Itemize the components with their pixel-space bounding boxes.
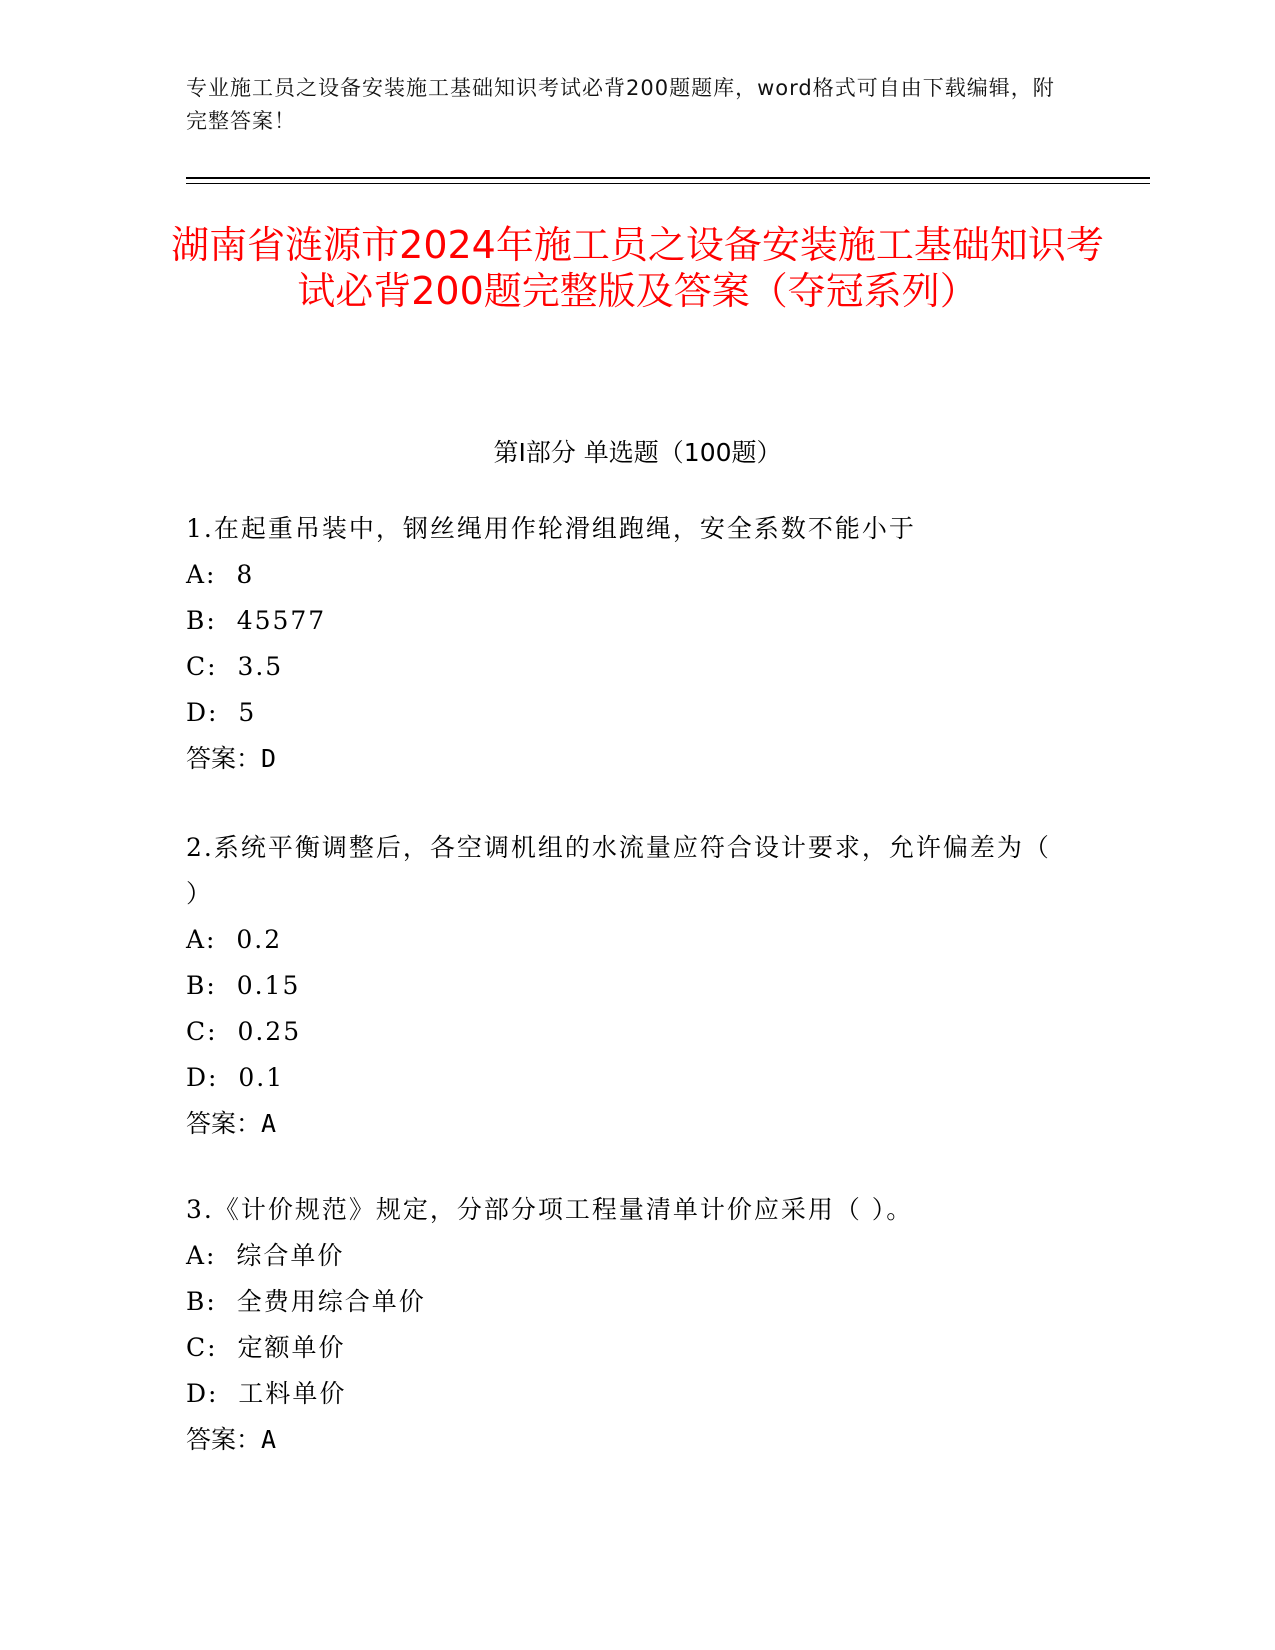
option-d: D: 5	[186, 698, 257, 727]
answer-value: A	[261, 1109, 277, 1138]
answer-line	[186, 1101, 1066, 1147]
document-title: 湖南省涟源市2024年施工员之设备安装施工基础知识考试必背200题完整版及答案（夺冠系列）	[171, 223, 1104, 313]
answer-label: 答案：	[186, 1425, 262, 1454]
answer-value: A	[261, 1425, 277, 1454]
option-a: A: 0.2	[186, 925, 283, 954]
header-rule-thick	[186, 177, 1150, 179]
answer-value: D	[261, 744, 277, 773]
option-b: B: 0.15	[186, 971, 301, 1000]
question-1	[186, 506, 1066, 782]
option-b: B: 全费用综合单价	[186, 1287, 426, 1316]
question-stem: 2.系统平衡调整后，各空调机组的水流量应符合设计要求，允许偏差为（ ）	[186, 833, 1051, 908]
question-2	[186, 825, 1066, 1147]
option-c: C: 3.5	[186, 652, 284, 681]
option-d: D: 0.1	[186, 1063, 285, 1092]
option-a: A: 8	[186, 560, 255, 589]
option-c: C: 定额单价	[186, 1333, 346, 1362]
answer-label: 答案：	[186, 744, 262, 773]
question-stem: 3.《计价规范》规定，分部分项工程量清单计价应采用（ ）。	[186, 1195, 914, 1224]
question-stem: 1.在起重吊装中，钢丝绳用作轮滑组跑绳，安全系数不能小于	[186, 514, 916, 543]
option-d: D: 工料单价	[186, 1379, 347, 1408]
answer-label: 答案：	[186, 1109, 262, 1138]
header-rule-thin	[186, 183, 1150, 184]
option-a: A: 综合单价	[186, 1241, 345, 1270]
answer-line	[186, 1417, 1066, 1463]
page-header-note: 专业施工员之设备安装施工基础知识考试必背200题题库，word格式可自由下载编辑，附完整答案！	[186, 76, 1055, 133]
option-c: C: 0.25	[186, 1017, 302, 1046]
option-b: B: 45577	[186, 606, 327, 635]
section-heading: 第Ⅰ部分 单选题（100题）	[493, 438, 782, 467]
answer-line	[186, 736, 1066, 782]
question-3	[186, 1187, 1066, 1463]
